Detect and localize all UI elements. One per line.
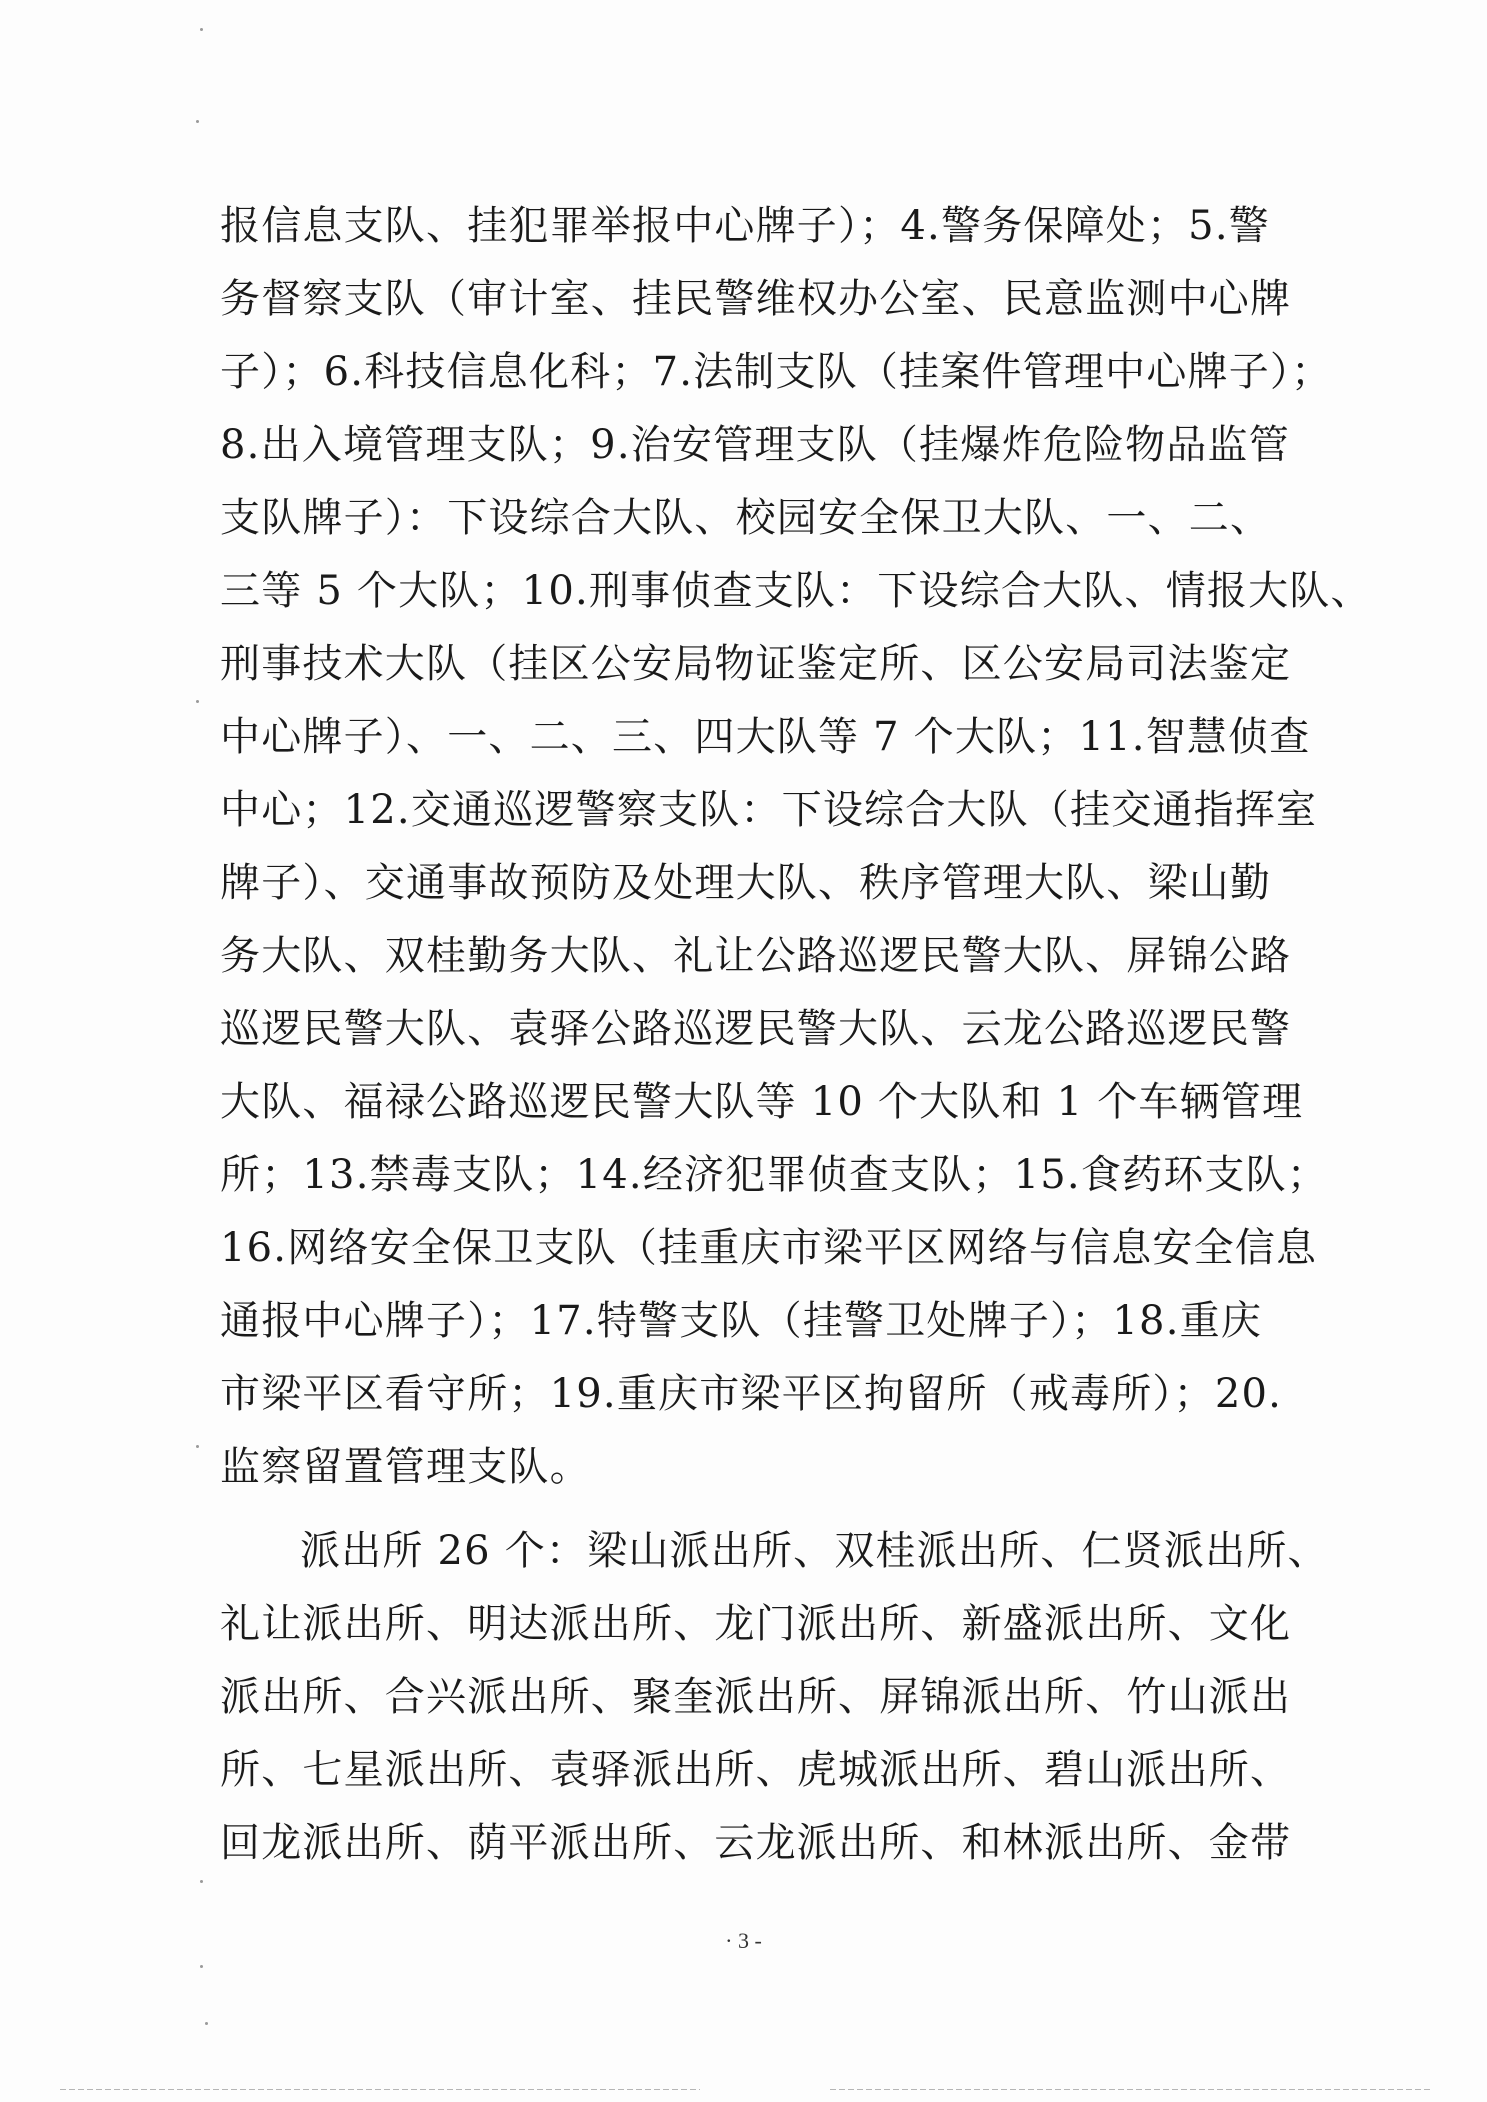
text-line: 大队、福禄公路巡逻民警大队等 10 个大队和 1 个车辆管理: [220, 1079, 1304, 1125]
scan-speck: [205, 2022, 208, 2025]
text-line: 监察留置管理支队。: [220, 1444, 591, 1490]
text-line: 务大队、双桂勤务大队、礼让公路巡逻民警大队、屏锦公路: [220, 933, 1292, 979]
text-line: 礼让派出所、明达派出所、龙门派出所、新盛派出所、文化: [220, 1601, 1292, 1647]
text-line: 中心；12.交通巡逻警察支队：下设综合大队（挂交通指挥室: [220, 787, 1318, 833]
text-line: 所；13.禁毒支队；14.经济犯罪侦查支队；15.食药环支队；: [220, 1152, 1329, 1198]
text-line: 市梁平区看守所；19.重庆市梁平区拘留所（戒毒所）；20.: [220, 1371, 1283, 1417]
text-line: 报信息支队、挂犯罪举报中心牌子）；4.警务保障处；5.警: [220, 203, 1270, 249]
text-line: 务督察支队（审计室、挂民警维权办公室、民意监测中心牌: [220, 276, 1292, 322]
text-line: 牌子）、交通事故预防及处理大队、秩序管理大队、梁山勤: [220, 860, 1272, 906]
page-number: · 3 -: [725, 1928, 762, 1953]
text-line: 16.网络安全保卫支队（挂重庆市梁平区网络与信息安全信息: [220, 1225, 1318, 1271]
paragraph-continued: [220, 190, 1372, 1504]
text-line: 所、七星派出所、袁驿派出所、虎城派出所、碧山派出所、: [220, 1747, 1292, 1793]
body-text: [220, 190, 1372, 1880]
text-line: 派出所 26 个：梁山派出所、双桂派出所、仁贤派出所、: [300, 1528, 1329, 1574]
text-line: 刑事技术大队（挂区公安局物证鉴定所、区公安局司法鉴定: [220, 641, 1292, 687]
scan-speck: [196, 1445, 199, 1448]
scan-border-line: [830, 2089, 1430, 2090]
text-line: 派出所、合兴派出所、聚奎派出所、屏锦派出所、竹山派出: [220, 1674, 1292, 1720]
text-line: 巡逻民警大队、袁驿公路巡逻民警大队、云龙公路巡逻民警: [220, 1006, 1292, 1052]
scan-speck: [196, 120, 199, 123]
paragraph-police-stations: [220, 1515, 1329, 1880]
scan-border-line: [60, 2089, 700, 2090]
text-line: 通报中心牌子）；17.特警支队（挂警卫处牌子）；18.重庆: [220, 1298, 1263, 1344]
scan-speck: [200, 1965, 203, 1968]
text-line: 子）；6.科技信息化科；7.法制支队（挂案件管理中心牌子）；: [220, 349, 1333, 395]
scan-speck: [196, 700, 199, 703]
text-line: 回龙派出所、荫平派出所、云龙派出所、和林派出所、金带: [220, 1820, 1292, 1866]
scan-speck: [200, 1880, 203, 1883]
text-line: 三等 5 个大队；10.刑事侦查支队：下设综合大队、情报大队、: [220, 568, 1372, 614]
text-line: 中心牌子）、一、二、三、四大队等 7 个大队；11.智慧侦查: [220, 714, 1311, 760]
text-line: 支队牌子）：下设综合大队、校园安全保卫大队、一、二、: [220, 495, 1272, 541]
text-line: 8.出入境管理支队；9.治安管理支队（挂爆炸危险物品监管: [220, 422, 1290, 468]
scan-speck: [200, 28, 203, 31]
